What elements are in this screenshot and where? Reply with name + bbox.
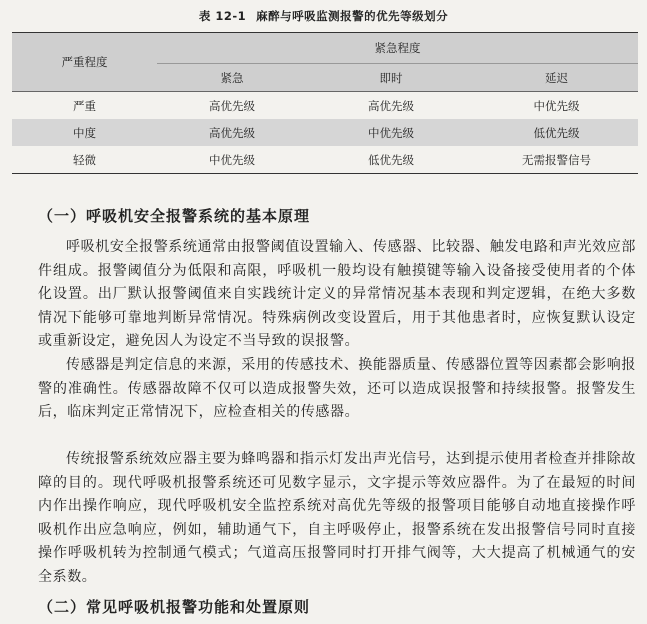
header-urgency: 紧急程度 (157, 33, 638, 64)
table-caption-title: 麻醉与呼吸监测报警的优先等级划分 (256, 9, 449, 23)
table-cell: 无需报警信号 (475, 146, 638, 174)
header-immediate: 即时 (307, 64, 475, 92)
paragraph-system-components: 呼吸机安全报警系统通常由报警阈值设置输入、传感器、比较器、触发电路和声光效应部件组成。报警阈值分为低限和高限，呼吸机一般均设有触摸键等输入设备接受使用者的个体化设置。出厂默认报警阈值来自实践统计定义的异常情况基本表现和判定逻辑，在绝大多数情况下能够可靠地判断异常情况。特殊病例改变设置后，用于其他患者时，应恢复默认设定或重新设定，避免因人为设定不当导致的误报警。 (38, 239, 636, 349)
header-delayed: 延迟 (475, 64, 638, 92)
priority-table (12, 32, 638, 174)
section-heading-alarm-functions: （二）常见呼吸机报警功能和处置原则 (38, 598, 311, 616)
header-severity: 严重程度 (12, 33, 157, 92)
table-caption-number: 表 12-1 (198, 9, 247, 23)
table-row (12, 92, 638, 120)
table-row (12, 146, 638, 174)
table-cell: 高优先级 (307, 92, 475, 120)
header-urgent: 紧急 (157, 64, 307, 92)
table-cell: 高优先级 (157, 119, 307, 146)
table-cell: 中优先级 (307, 119, 475, 146)
table-caption (0, 8, 647, 24)
row-severity: 中度 (12, 119, 157, 146)
section-heading-principles: （一）呼吸机安全报警系统的基本原理 (38, 207, 311, 225)
table-cell: 中优先级 (475, 92, 638, 120)
paragraph-sensors: 传感器是判定信息的来源，采用的传感技术、换能器质量、传感器位置等因素都会影响报警的准确性。传感器故障不仅可以造成报警失效，还可以造成误报警和持续报警。报警发生后，临床判定正常情况下，应检查相关的传感器。 (38, 357, 636, 420)
table-cell: 中优先级 (157, 146, 307, 174)
table-cell: 高优先级 (157, 92, 307, 120)
table-row (12, 119, 638, 146)
row-severity: 严重 (12, 92, 157, 120)
table-cell: 低优先级 (307, 146, 475, 174)
table-cell: 低优先级 (475, 119, 638, 146)
row-severity: 轻微 (12, 146, 157, 174)
paragraph-effectors: 传统报警系统效应器主要为蜂鸣器和指示灯发出声光信号，达到提示使用者检查并排除故障的目的。现代呼吸机报警系统还可见数字显示，文字提示等效应器件。为了在最短的时间内作出操作响应，现代呼吸机安全监控系统对高优先等级的报警项目能够自动地直接操作呼吸机作出应急响应，例如，辅助通气下，自主呼吸停止，报警系统在发出报警信号同时直接操作呼吸机转为控制通气模式；气道高压报警同时打开排气阀等，大大提高了机械通气的安全系数。 (38, 451, 636, 585)
